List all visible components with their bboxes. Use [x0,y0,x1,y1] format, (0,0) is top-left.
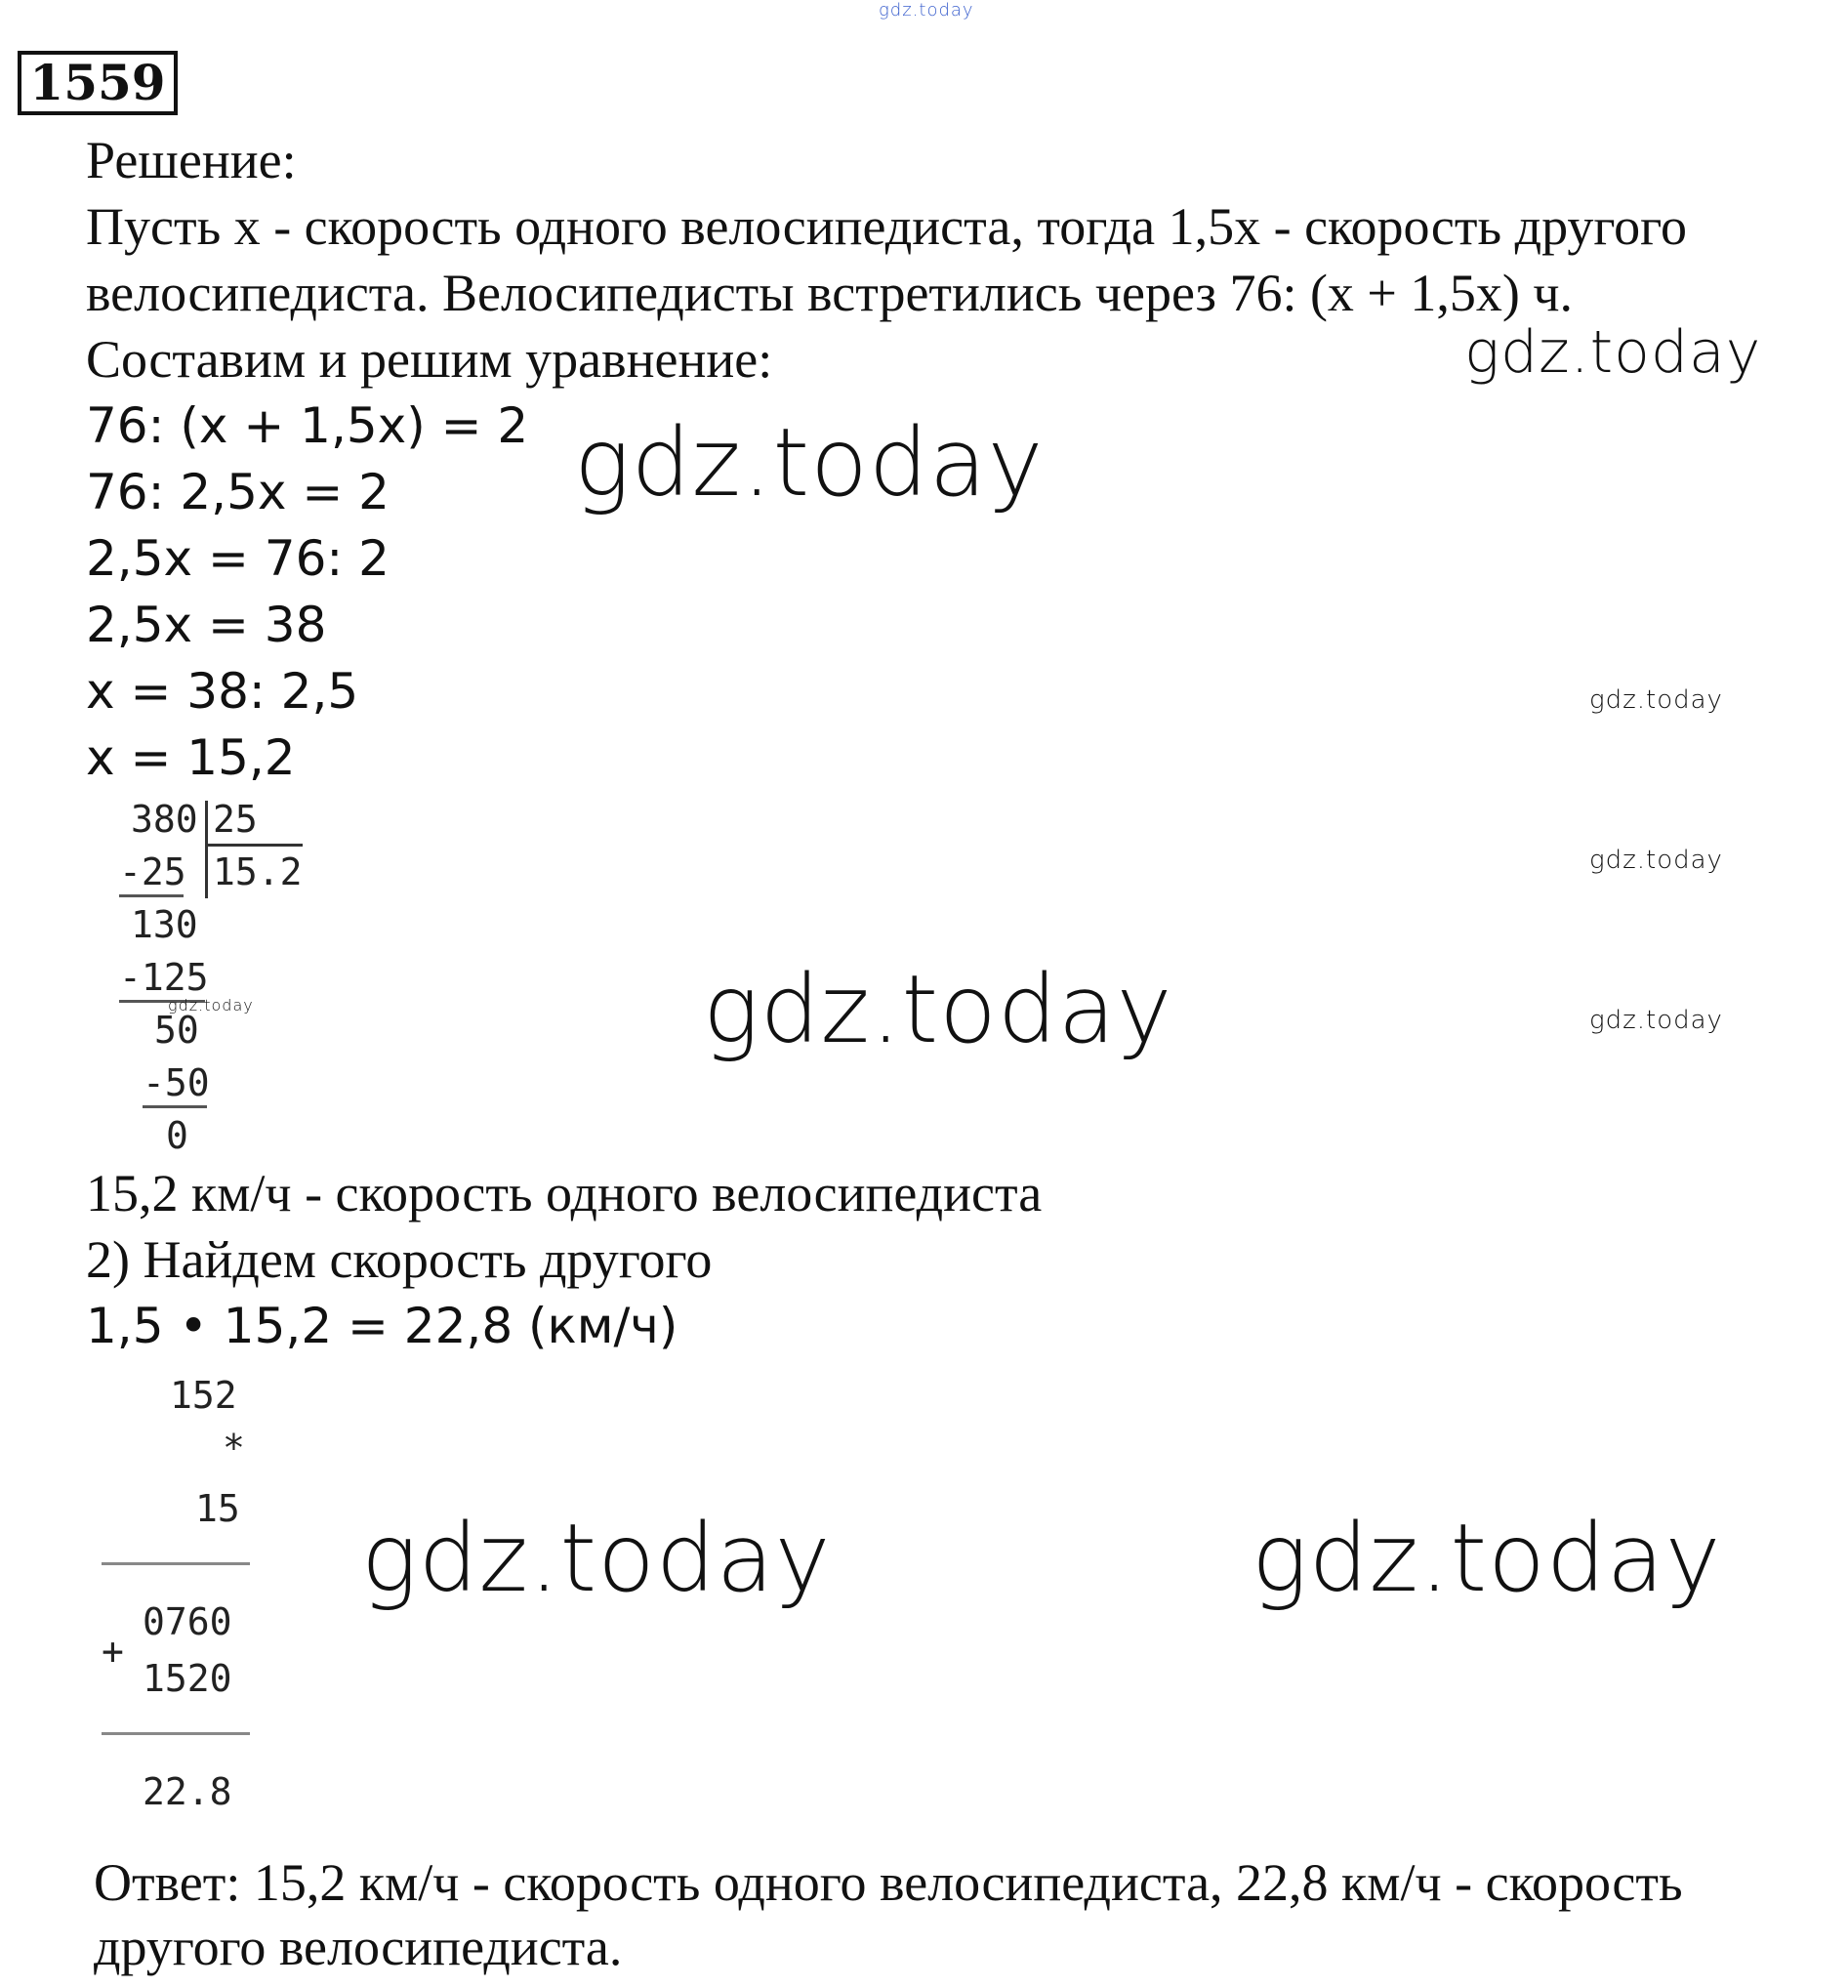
equation-1: 76: (x + 1,5x) = 2 [86,397,529,454]
watermark: gdz.today [1464,318,1762,387]
watermark: gdz.today [1589,1006,1723,1035]
watermark: gdz.today [361,1504,832,1613]
division-dividend: 380 [131,798,198,841]
equation-6: x = 15,2 [86,729,296,786]
watermark: gdz.today [703,955,1173,1064]
mult-operator: * [223,1427,245,1470]
answer-line-2: другого велосипедиста. [94,1918,623,1976]
text-line-2: велосипедиста. Велосипедисты встретились через 76: (x + 1,5x) ч. [86,264,1574,322]
division-step-6: 0 [166,1114,188,1157]
division-underline-3 [143,1105,207,1108]
mult-bottom: 15 [195,1487,240,1530]
watermark-top: gdz.today [879,0,974,21]
division-divisor: 25 [213,798,258,841]
mult-partial-1: 0760 [143,1600,232,1643]
division-step-1: -25 [119,850,186,893]
division-quotient: 15.2 [213,850,303,893]
watermark: gdz.today [1589,846,1723,875]
equation-5: x = 38: 2,5 [86,663,359,720]
mult-line-1 [102,1562,250,1565]
text-line-3: Составим и решим уравнение: [86,330,773,389]
division-underline-1 [119,894,184,897]
text-line-1: Пусть x - скорость одного велосипедиста, тогда 1,5x - скорость другого [86,197,1687,256]
watermark: gdz.today [1589,685,1723,715]
watermark: gdz.today [574,408,1045,518]
step-2-equation: 1,5 • 15,2 = 22,8 (км/ч) [86,1298,678,1354]
result-line-1: 15,2 км/ч - скорость одного велосипедиста [86,1164,1043,1222]
mult-line-2 [102,1732,250,1735]
mult-plus: + [102,1630,124,1673]
division-step-5: -50 [143,1061,210,1104]
mult-partial-2: 1520 [143,1657,232,1700]
division-step-4: 50 [154,1009,199,1052]
mult-top: 152 [170,1374,237,1417]
problem-number: 1559 [18,51,178,115]
division-step-2: 130 [131,903,198,946]
equation-2: 76: 2,5x = 2 [86,464,390,520]
watermark: gdz.today [1252,1504,1722,1613]
answer-line-1: Ответ: 15,2 км/ч - скорость одного велосипедиста, 22,8 км/ч - скорость [94,1853,1683,1912]
mult-result: 22.8 [143,1770,232,1813]
equation-4: 2,5x = 38 [86,597,327,653]
step-2-heading: 2) Найдем скорость другого [86,1230,713,1289]
watermark: gdz.today [168,996,254,1015]
equation-3: 2,5x = 76: 2 [86,530,390,587]
division-step-3: -125 [119,956,209,999]
division-vertical-line [205,801,208,898]
solution-heading: Решение: [86,131,297,189]
